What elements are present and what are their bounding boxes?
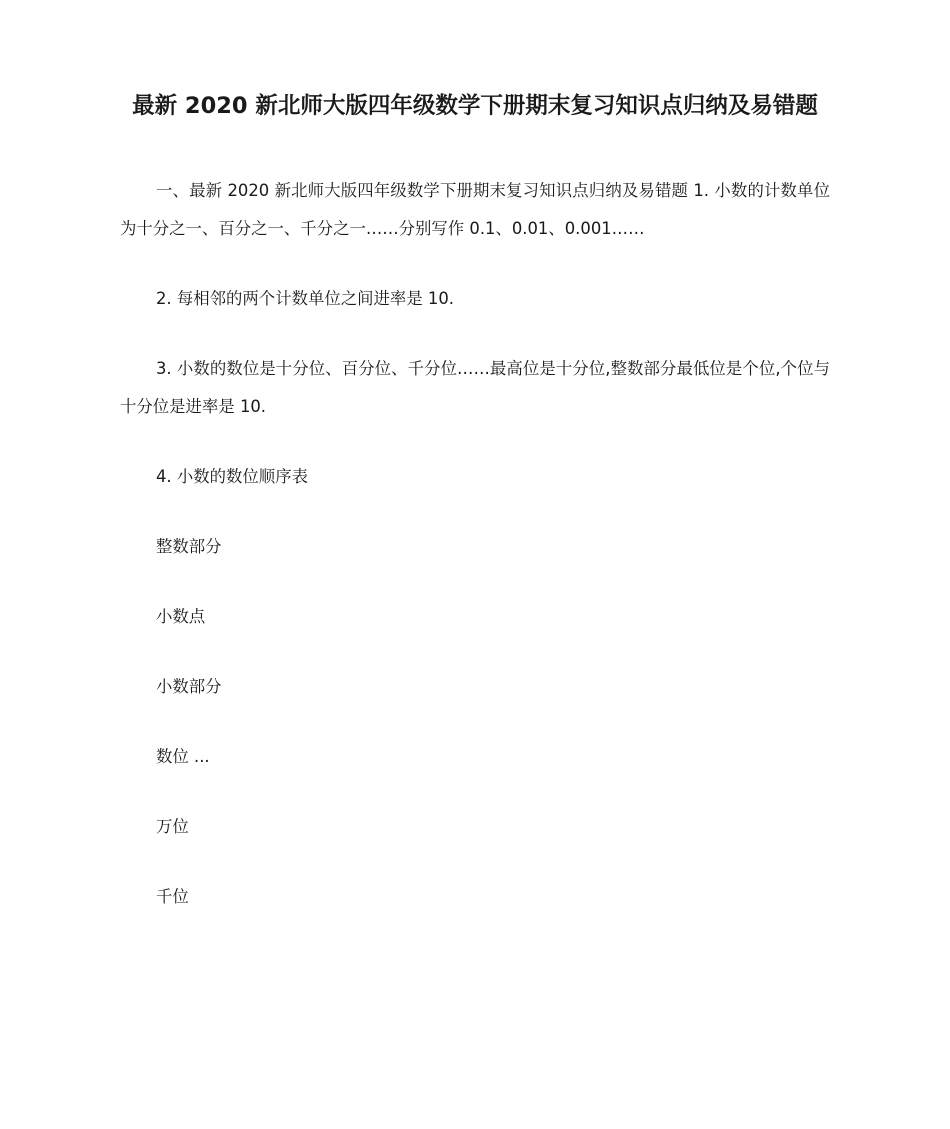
table-cell-decimal-part: 小数部分: [156, 677, 222, 696]
table-cell-place-label: 数位 ...: [156, 747, 210, 766]
document-title: 最新 2020 新北师大版四年级数学下册期末复习知识点归纳及易错题: [132, 93, 818, 119]
paragraph-item-4: 4. 小数的数位顺序表: [156, 467, 308, 486]
table-cell-ten-thousands: 万位: [156, 817, 189, 836]
table-cell-decimal-point: 小数点: [156, 607, 206, 626]
paragraph-item-2: 2. 每相邻的两个计数单位之间进率是 10.: [156, 289, 454, 308]
table-cell-integer-part: 整数部分: [156, 537, 222, 556]
table-cell-thousands: 千位: [156, 887, 189, 906]
document-page: [120, 0, 830, 916]
paragraph-intro: 一、最新 2020 新北师大版四年级数学下册期末复习知识点归纳及易错题 1. 小数的计数单位为十分之一、百分之一、千分之一……分别写作 0.1、0.01、0.001……: [120, 181, 830, 238]
paragraph-item-3: 3. 小数的数位是十分位、百分位、千分位……最高位是十分位,整数部分最低位是个位,个位与十分位是进率是 10.: [120, 359, 830, 416]
